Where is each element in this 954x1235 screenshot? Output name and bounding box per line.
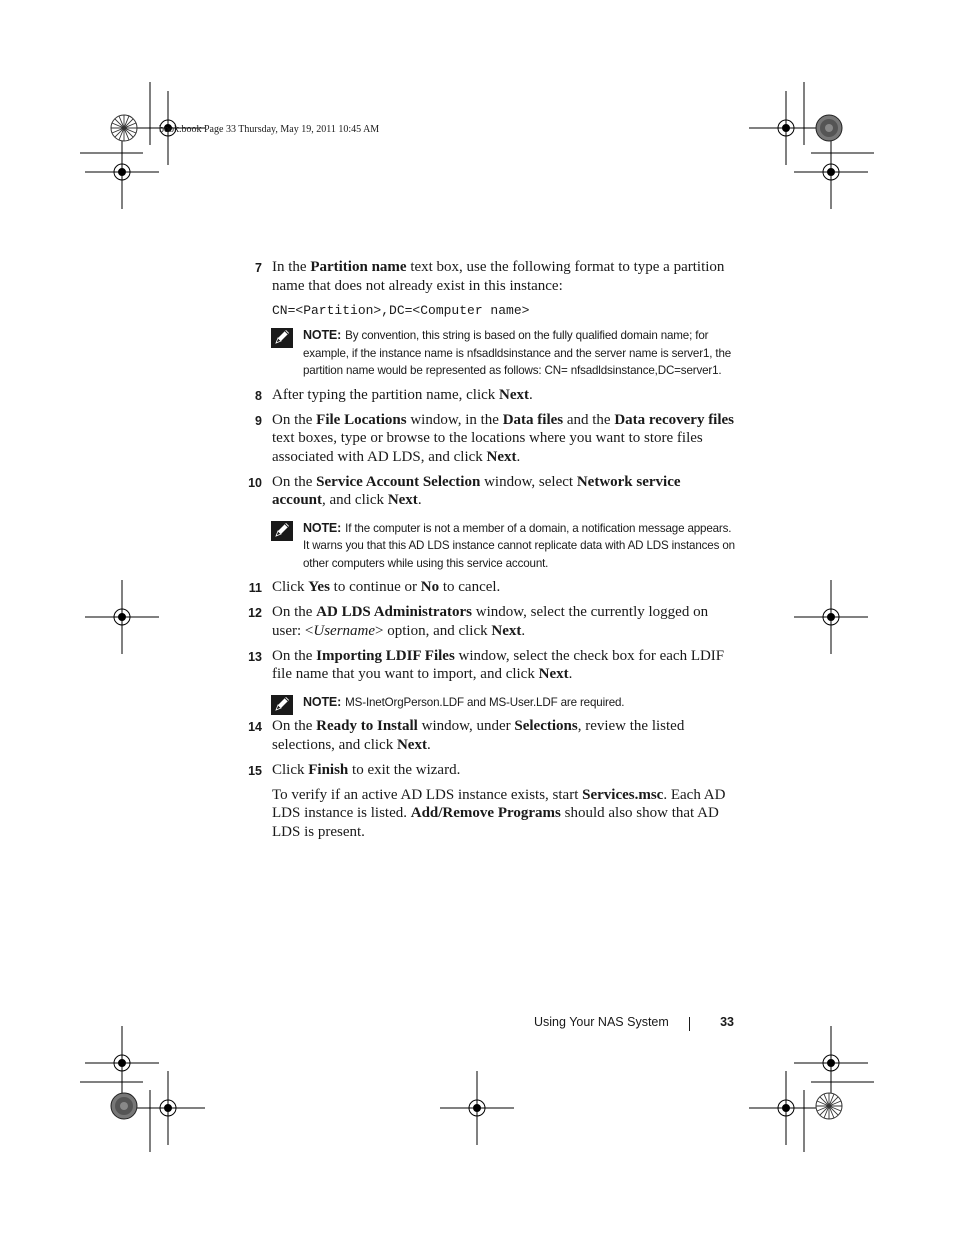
pencil-note-icon: [271, 695, 293, 715]
step-14: 14 On the Ready to Install window, under Selections, review the listed selections, and click Next.: [240, 717, 738, 754]
print-slug: book.book Page 33 Thursday, May 19, 2011 10:45 AM: [159, 124, 380, 135]
step-number: 8: [255, 388, 262, 403]
footer-chapter-title: Using Your NAS System: [534, 1015, 669, 1029]
step-7: 7 In the Partition name text box, use the following format to type a partition name that does not already exist in this instance:: [240, 258, 738, 295]
step-number: 14: [248, 720, 262, 734]
step-number: 15: [248, 763, 262, 778]
step-number: 11: [248, 581, 262, 595]
step-9: 9 On the File Locations window, in the Data files and the Data recovery files text boxes, type or browse to the locations where you want to store files associated with AD LDS, and click Next.: [240, 411, 738, 467]
step-number: 10: [248, 475, 262, 490]
page-number: 33: [720, 1015, 734, 1029]
partition-format-code: CN=<Partition>,DC=<Computer name>: [272, 302, 530, 318]
step-number: 12: [248, 606, 262, 620]
step-11: 11 Click Yes to continue or No to cancel.: [240, 578, 738, 597]
note-partition: NOTE: By convention, this string is based on the fully qualified domain name; for example, if the instance name is nfsadldsinstance and the server name is server1, the partition name would be represented as follows: CN= nfsadldsinstance,DC=server1.: [240, 327, 738, 380]
step-number: 7: [255, 261, 262, 275]
page-content: [240, 258, 738, 841]
step-number: 9: [255, 413, 262, 428]
footer-divider: [689, 1017, 690, 1031]
step-8: 8 After typing the partition name, click Next.: [240, 386, 738, 405]
note-ldif: NOTE: MS-InetOrgPerson.LDF and MS-User.LDF are required.: [240, 694, 738, 712]
step-10: 10 On the Service Account Selection window, select Network service account, and click Next.: [240, 473, 738, 510]
step-12: 12 On the AD LDS Administrators window, select the currently logged on user: <Username> option, and click Next.: [240, 603, 738, 640]
pencil-note-icon: [271, 521, 293, 541]
step-13: 13 On the Importing LDIF Files window, select the check box for each LDIF file name that you want to import, and click Next.: [240, 647, 738, 684]
verify-paragraph: To verify if an active AD LDS instance exists, start Services.msc. Each AD LDS instance is listed. Add/Remove Programs should also show that AD LDS is present.: [272, 786, 726, 840]
pencil-note-icon: [271, 328, 293, 348]
step-15: 15 Click Finish to exit the wizard.: [240, 761, 738, 780]
step-number: 13: [248, 649, 262, 664]
note-domain: NOTE: If the computer is not a member of a domain, a notification message appears. It warns you that this AD LDS instance cannot replicate data with AD LDS instances on other computers while using this service account.: [240, 520, 738, 573]
